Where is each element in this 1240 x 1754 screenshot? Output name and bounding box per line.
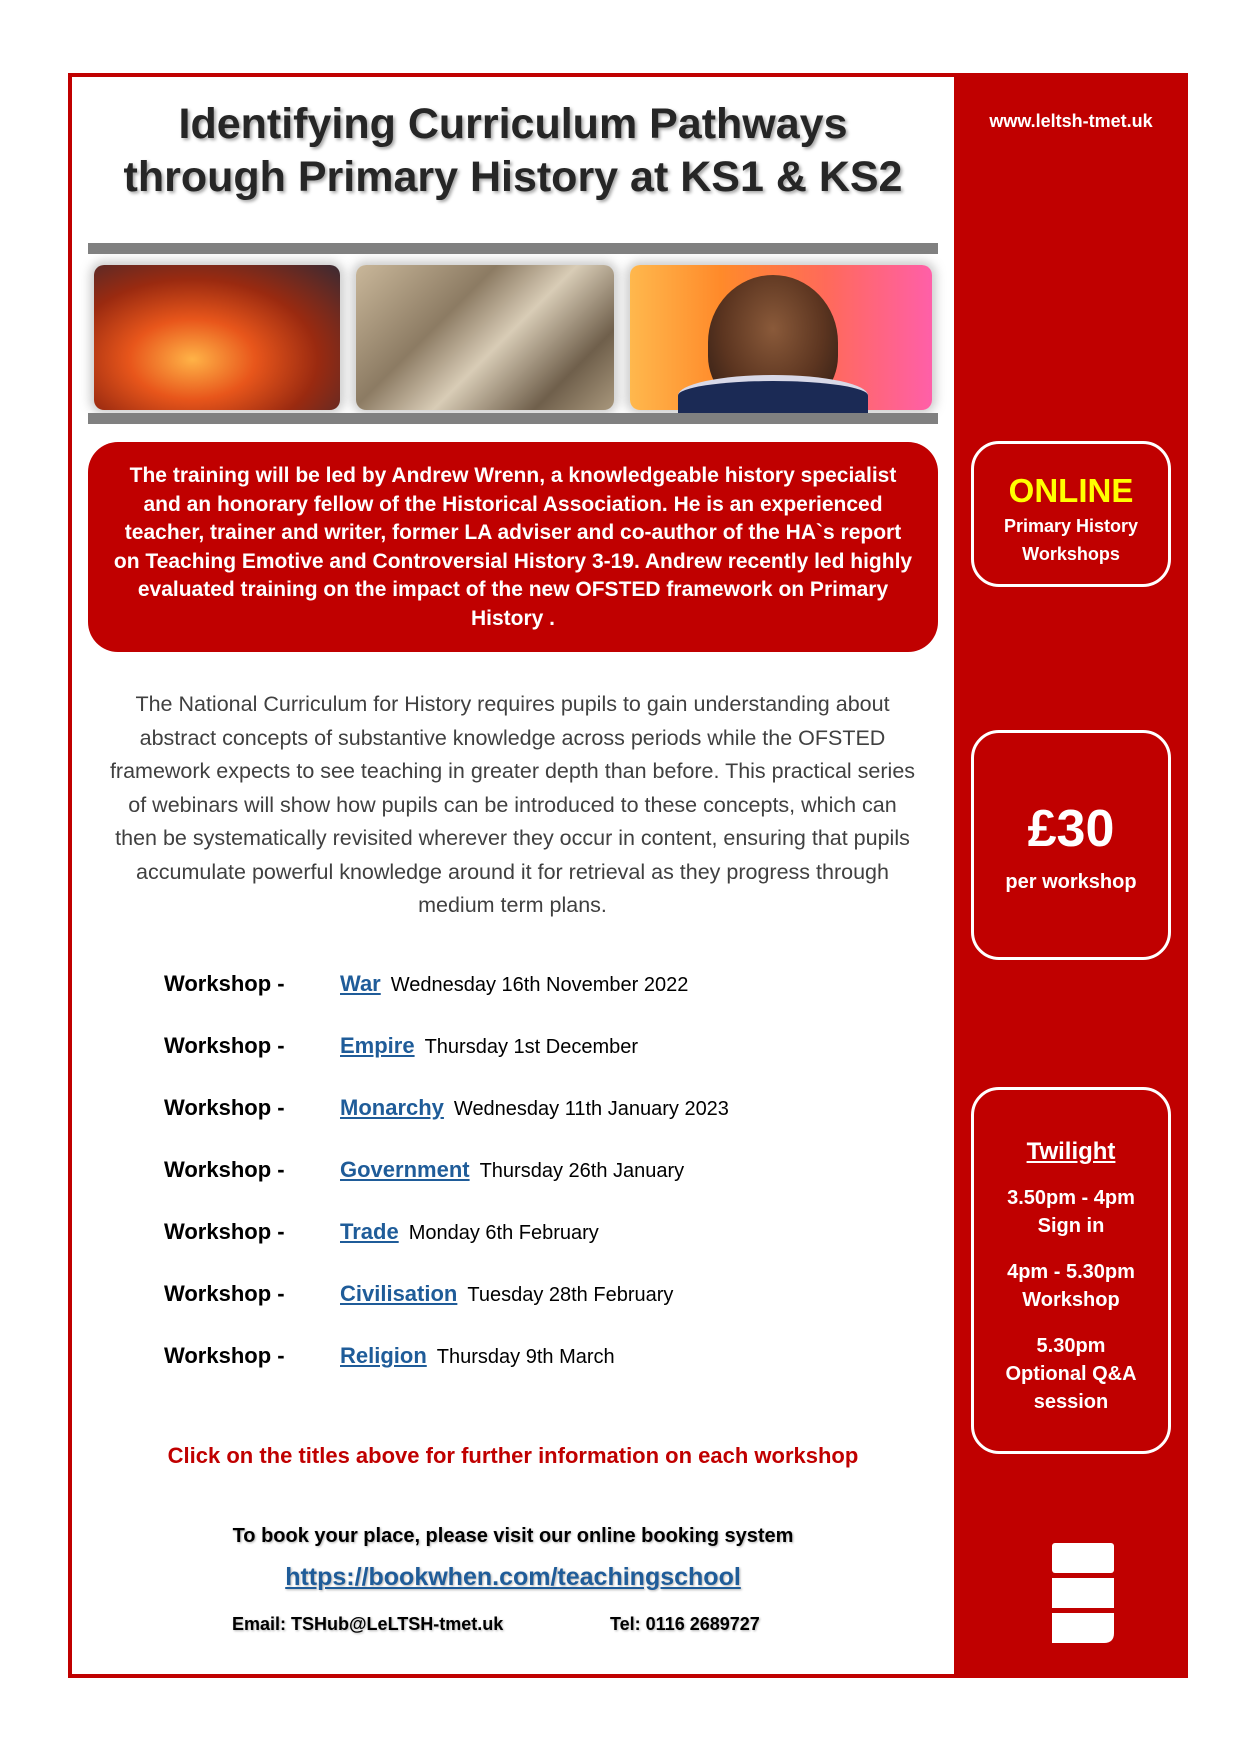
workshop-date: Monday 6th February: [408, 1222, 599, 1244]
workshop-label: Workshop -: [164, 1095, 285, 1120]
workshop-label: Workshop -: [164, 1219, 285, 1244]
booking-link[interactable]: https://bookwhen.com/teachingschool: [285, 1563, 741, 1591]
divider-top: [88, 243, 938, 254]
workshop-label: Workshop: [1022, 1289, 1120, 1311]
workshop-label: Workshop -: [164, 1033, 285, 1058]
hospital-scene-image: [356, 265, 614, 410]
workshop-link-monarchy[interactable]: Monarchy: [340, 1095, 444, 1120]
qa-label: Optional Q&A: [1005, 1363, 1137, 1385]
contact-phone: Tel: 0116 2689727: [610, 1614, 760, 1634]
workshop-label: Workshop -: [164, 1281, 285, 1306]
price-unit: per workshop: [1005, 871, 1137, 893]
twilight-schedule: [971, 1087, 1171, 1454]
workshop-date: Wednesday 16th November 2022: [390, 974, 689, 996]
workshop-link-war[interactable]: War: [340, 971, 381, 996]
workshop-date: Tuesday 28th February: [467, 1284, 674, 1306]
workshop-date: Thursday 26th January: [479, 1160, 685, 1182]
workshop-date: Thursday 9th March: [436, 1346, 615, 1368]
divider-bottom: [88, 413, 938, 424]
title-line-2: through Primary History at KS1 & KS2: [123, 153, 903, 201]
trainer-bio: The training will be led by Andrew Wrenn, a knowledgeable history specialist and an honorary fellow of the Historical Association. He is an experienced teacher, trainer and writer, former LA adviser and co-author of the HA`s report on Teaching Emotive and Controversial History 3-19. Andrew recently led highly evaluated training on the impact of the new OFSTED framework on Primary History .: [88, 442, 938, 652]
signin-time: 3.50pm - 4pm: [1007, 1187, 1135, 1209]
workshop-date: Wednesday 11th January 2023: [453, 1098, 729, 1120]
online-label: ONLINE: [1008, 472, 1134, 509]
qa-label-session: session: [1033, 1391, 1109, 1413]
workshop-link-empire[interactable]: Empire: [340, 1033, 415, 1058]
trust-logo-icon: [1052, 1543, 1114, 1643]
booking-text: To book your place, please visit our online booking system: [232, 1525, 794, 1547]
price-badge: [971, 730, 1171, 960]
qa-time: 5.30pm: [1036, 1335, 1106, 1357]
online-sub-line1: Primary History: [1003, 516, 1139, 536]
workshop-link-trade[interactable]: Trade: [340, 1219, 399, 1244]
title-line-1: Identifying Curriculum Pathways: [178, 100, 848, 148]
workshop-label: Workshop -: [164, 1157, 285, 1182]
great-fire-image: [94, 265, 340, 410]
sidebar: [954, 73, 1188, 1678]
intro-paragraph: The National Curriculum for History requires pupils to gain understanding about abstract concepts of substantive knowledge across periods while the OFSTED framework expects to see teaching in greater depth than before. This practical series of webinars will show how pupils can be introduced to these concepts, which can then be systematically revisited wherever they occur in content, ensuring that pupils accumulate powerful knowledge around it for retrieval as they progress through medium term plans.: [109, 692, 916, 917]
signin-label: Sign in: [1037, 1215, 1105, 1237]
workshop-link-religion[interactable]: Religion: [340, 1343, 427, 1368]
price-amount: £30: [1027, 800, 1115, 858]
workshop-date: Thursday 1st December: [424, 1036, 639, 1058]
click-instruction: Click on the titles above for further information on each workshop: [167, 1443, 859, 1468]
online-sub-line2: Workshops: [1022, 544, 1120, 564]
portrait-collar: [678, 375, 868, 416]
workshop-link-civilisation[interactable]: Civilisation: [340, 1281, 458, 1306]
online-badge: [971, 441, 1171, 587]
twilight-title: Twilight: [1026, 1138, 1116, 1165]
page-title: [88, 98, 938, 204]
workshop-label: Workshop -: [164, 971, 285, 996]
workshop-time: 4pm - 5.30pm: [1007, 1261, 1135, 1283]
website-link[interactable]: www.leltsh-tmet.uk: [989, 111, 1153, 131]
workshop-link-government[interactable]: Government: [340, 1157, 470, 1182]
workshop-label: Workshop -: [164, 1343, 285, 1368]
portrait-image: [630, 265, 932, 410]
contact-email[interactable]: Email: TSHub@LeLTSH-tmet.uk: [232, 1614, 504, 1634]
